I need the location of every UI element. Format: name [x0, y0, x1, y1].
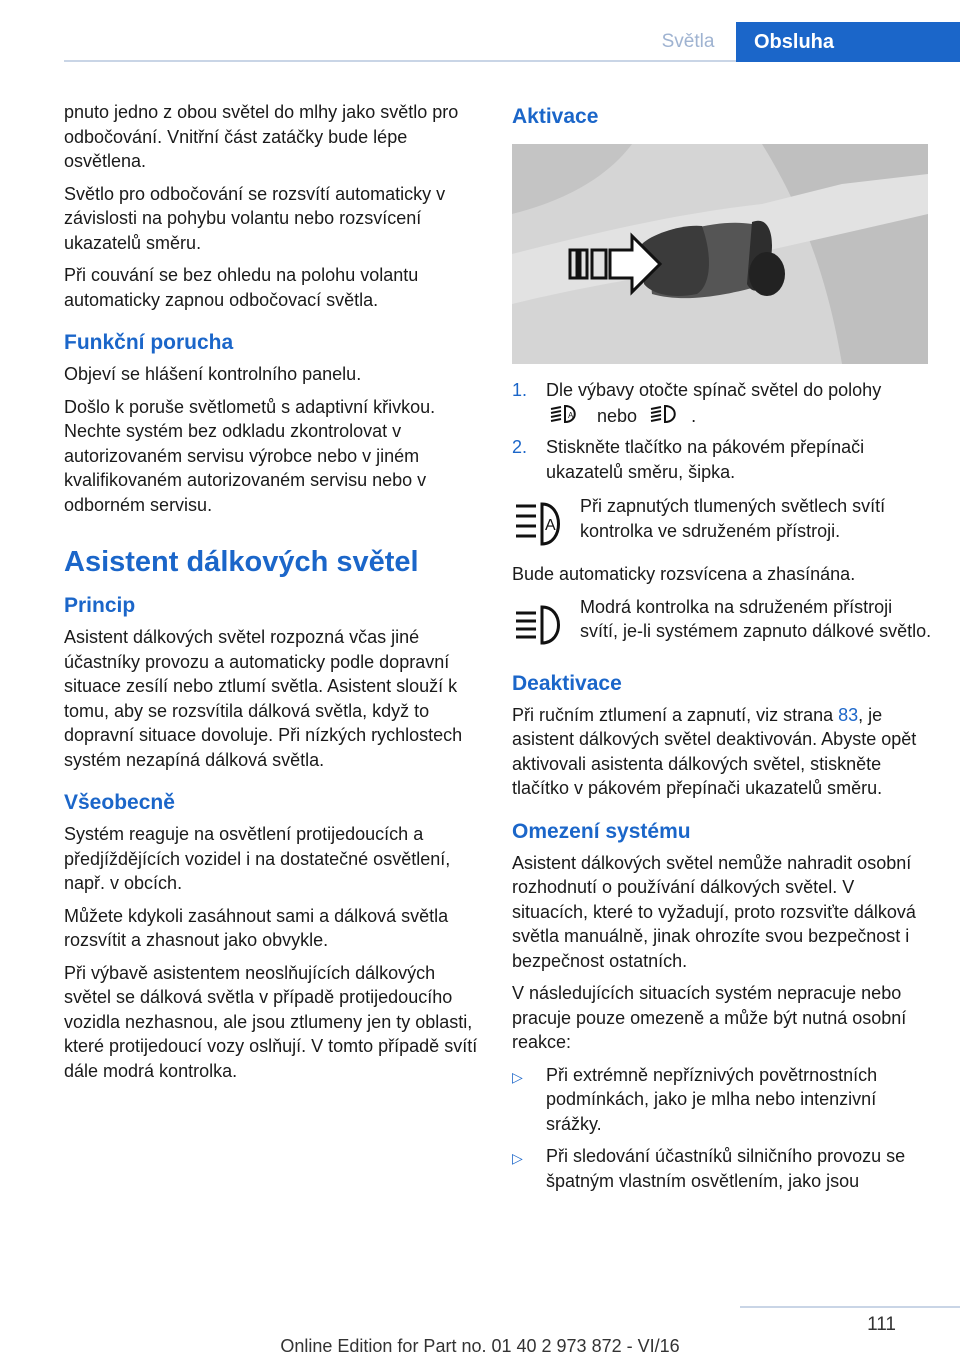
section-title: Asistent dálkových světel	[64, 546, 419, 578]
paragraph: Bude automaticky rozsvícena a zhasínána.	[512, 564, 856, 584]
heading-deactivation: Deaktivace	[512, 671, 622, 695]
heading-activation: Aktivace	[512, 105, 599, 128]
paragraph: Můžete kdykoli zasáhnout sami a dálková světla rozsvítit a zhasnout jako obvykle.	[64, 905, 449, 950]
paragraph: Systém reaguje na osvětlení protijedoucích a předjíždějících vozidel i na dostatečné osvětlení, např. v obcích.	[64, 824, 451, 893]
svg-text:A: A	[568, 410, 574, 420]
footer-rule	[740, 1306, 960, 1308]
heading-functional-fault: Funkční porucha	[64, 331, 234, 354]
heading-general: Všeobecně	[64, 791, 175, 814]
list-item	[512, 1063, 932, 1137]
high-beam-assistant-indicator-icon	[512, 496, 568, 552]
list-item	[512, 435, 932, 484]
low-beam-switch-icon	[650, 403, 680, 432]
paragraph: V následujících situacích systém nepracuje nebo pracuje pouze omezeně a může být nutná osobní reakce:	[512, 983, 907, 1052]
left-column	[64, 100, 478, 1091]
heading-principle: Princip	[64, 594, 136, 617]
list-item	[512, 1144, 932, 1193]
bullet-text: Při extrémně nepříznivých povětrnostních podmínkách, jako je mlha nebo intenzivní srážky.	[546, 1064, 878, 1134]
header-chapter-tab: Obsluha	[736, 22, 960, 62]
activation-steps	[512, 378, 932, 484]
indicator-note	[512, 494, 932, 552]
page-reference-link[interactable]: 83	[838, 704, 859, 725]
indicator-note	[512, 595, 932, 653]
bullet-triangle-icon: ▷	[512, 1150, 523, 1166]
note-text: Modrá kontrolka na sdruženém přístroji svítí, je-li systémem zapnuto dálkové světlo.	[580, 596, 932, 641]
paragraph: Asistent dálkových světel rozpozná včas jiné účastníky provozu a automaticky podle dopravní situace zesílí nebo ztlumí světla. Asistent slouží k tomu, aby se rozsvítila dálková světla, když to dopravní situace dovoluje. Při nízkých rychlostech systém nezapíná dálková světla.	[64, 627, 463, 770]
list-item	[512, 378, 932, 431]
paragraph: Při couvání se bez ohledu na polohu volantu automaticky zapnou odbočovací světla.	[64, 265, 419, 310]
paragraph: Při ručním ztlumení a zapnutí, viz strana 83, je asistent dálkových světel deaktivován. Abyste opět aktivovali asistenta dálkových světel, stiskněte tlačítko v pákovém přepínači ukazatelů směru.	[512, 704, 917, 798]
step-text: Stiskněte tlačítko na pákovém přepínači ukazatelů směru, šipka.	[546, 437, 865, 482]
header-section-tab: Světla	[661, 31, 715, 52]
limits-list	[512, 1063, 932, 1194]
high-beam-indicator-icon	[512, 597, 568, 653]
paragraph: Při výbavě asistentem neoslňujících dálkových světel se dálková světla v případě protijedoucího vozidla nezhasnou, ale jsou ztlumeny jen ty oblasti, které protijedoucí vozy oslňují. V tomto případě svítí dále modrá kontrolka.	[64, 962, 478, 1081]
paragraph: Světlo pro odbočování se rozsvítí automaticky v závislosti na pohybu volantu nebo rozsvícení ukazatelů směru.	[64, 183, 446, 253]
paragraph: Objeví se hlášení kontrolního panelu.	[64, 364, 362, 384]
step-number: 2.	[512, 437, 528, 457]
step-number: 1.	[512, 380, 528, 400]
step-text: Dle výbavy otočte spínač světel do polohy A nebo .	[546, 378, 881, 431]
note-text: Při zapnutých tlumených světlech svítí kontrolka ve sdruženém přístroji.	[580, 496, 886, 541]
paragraph: pnuto jedno z obou světel do mlhy jako světlo pro odbočování. Vnitřní část zatáčky bude lépe osvětlena.	[64, 102, 459, 171]
svg-text:A: A	[545, 517, 556, 534]
edition-footer: Online Edition for Part no. 01 40 2 973 872 - VI/16	[280, 1336, 680, 1356]
paragraph: Asistent dálkových světel nemůže nahradit osobní rozhodnutí o používání dálkových světel. V situacích, které to vyžadují, proto rozsviťte dálková světla manuálně, jinak ohrozíte svou bezpečnost i bezpečnost ostatních.	[512, 852, 916, 971]
heading-system-limits: Omezení systému	[512, 819, 691, 843]
bullet-text: Při sledování účastníků silničního provozu se špatným vlastním osvětlením, jako jsou	[546, 1146, 906, 1191]
page-number: 111	[867, 1314, 896, 1335]
turn-signal-stalk-illustration	[512, 144, 928, 364]
paragraph: Došlo k poruše světlometů s adaptivní křivkou. Nechte systém bez odkladu zkontrolovat v autorizovaném servisu výrobce nebo v jiném kvalifikovaném autorizovaném servisu nebo v odborném servisu.	[64, 396, 436, 515]
right-column	[512, 100, 932, 1201]
auto-low-beam-switch-icon	[550, 403, 584, 432]
bullet-triangle-icon: ▷	[512, 1068, 523, 1085]
